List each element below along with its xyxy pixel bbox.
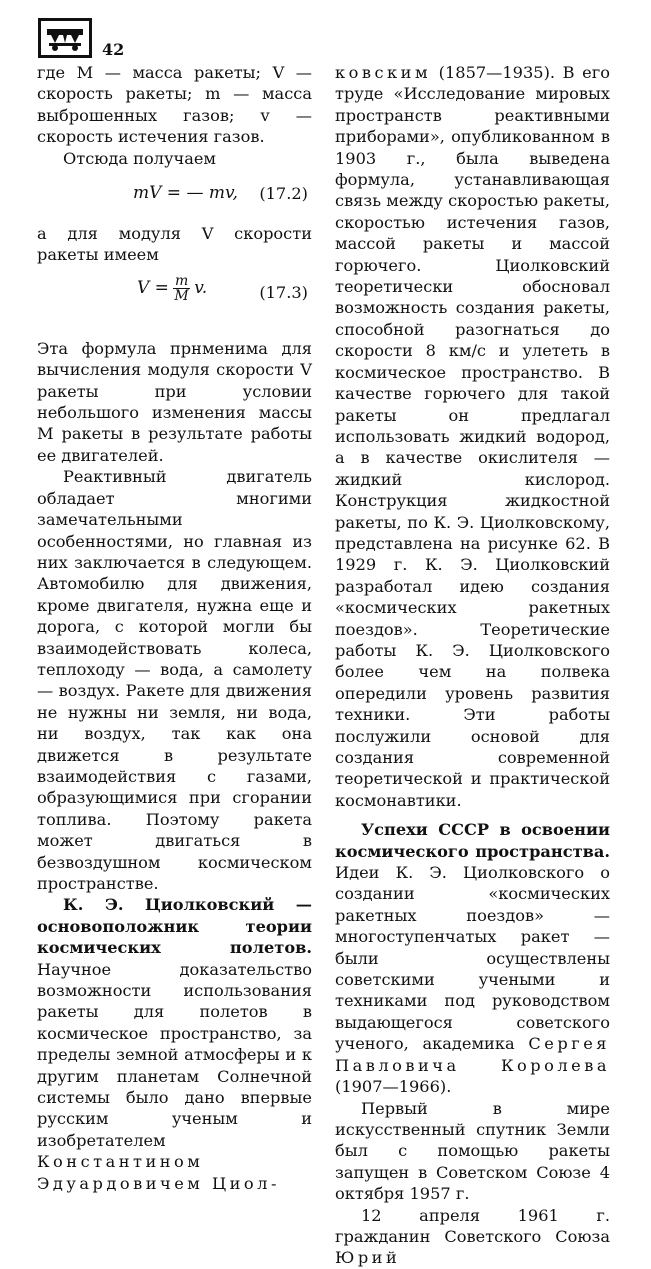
section-heading: К. Э. Циолковский — основоположник теории космических полетов. [37,895,312,958]
equation-17-2 [37,169,312,223]
left-column [37,62,312,1194]
paragraph-first-satellite: Первый в мире искусственный спутник Земли был с помощью ракеты запущен в Советском Союзе 4 октября 1957 г. [335,1098,610,1204]
paragraph-text: 12 апреля 1961 г. гражданин Советского Союза [335,1205,610,1246]
person-name: Сергея Павловича Королева [335,1034,610,1075]
equation-17-3 [37,266,312,330]
rocket-cart-icon [38,18,92,58]
fraction-numerator: m [174,272,189,289]
paragraph-ussr-success [335,819,610,1097]
person-name: ковским [335,63,432,82]
paragraph-jet-engine: Реактивный двигатель обладает многими замечательными особенностями, но главная из них заключается в следующем. Автомобилю для движения, кроме двигателя, нужна еще и дорога, с которой могли бы взаимодействовать колеса, теплоходу — вода, а самолету — воздух. Ракете для движения не нужны ни земля, ни вода, ни воздух, так как она движется в результате взаимодействия с газами, образующимися при сгорании топлива. Поэтому ракета может двигаться в безвоздушном космическом пространстве. [37,467,312,893]
paragraph-text: (1857—1935). В его труде «Исследование мировых пространств реактивными приборами», опубликованном в 1903 г., была выведена формула, устанавливающая связь между скоростью ракеты, скоростью истечения газов, массой ракеты и массой горючего. Циолковский теоретически обосновал возможность создания ракеты, способной разогнаться до скорости 8 км/с и улететь в космическое пространство. В качестве горючего для такой ракеты он предлагал использовать жидкий водород, а в качестве окислителя — жидкий кислород. Конструкция жидкостной ракеты, по К. Э. Циолковскому, представлена на рисунке 62. В 1929 г. К. Э. Циолковский разработал идею создания «космических ракетных поездов». Теоретические работы К. Э. Циолковского более чем на полвека опередили уровень развития техники. Эти работы послужили основой для создания современной теоретической и практической космонавтики. [335,63,610,810]
paragraph-formula-use: Эта формула прнменима для вычисления модуля скорости V ракеты при условии небольшого изменения массы M ракеты в результате работы ее двигателей. [37,338,312,465]
equation-lhs: V = [137,277,169,298]
paragraph-gagarin [335,1205,610,1269]
fraction [173,274,190,303]
section-heading: Успехи СССР в освоении космического пространства. [335,820,610,861]
equation-expression [137,274,207,303]
equation-rhs: v. [194,277,208,298]
paragraph-tsiolkovsky-continued [335,62,610,811]
paragraph-hence: Отсюда получаем [63,148,217,168]
fraction-denominator: M [174,287,189,304]
paragraph-modulus: а для модуля V скорости ракеты имеем [37,224,312,265]
equation-number: (17.2) [259,184,308,204]
paragraph-text: Научное доказательство возможности использования ракеты для полетов в космическое пространство, за пределы земной атмосферы и к другим планетам Солнечной системы было дано впервые русским ученым и изобретателем [37,959,312,1150]
paragraph-text: Идеи К. Э. Циолковского о создании «космических ракетных поездов» — многоступенчатых ракет — были осуществлены советскими учеными и техниками под руководством выдающегося советского ученого, академика [335,863,610,1054]
paragraph-tsiolkovsky [37,894,312,1194]
equation-number: (17.3) [259,282,308,302]
paragraph-variables: где M — масса ракеты; V — скорость ракеты; m — масса выброшенных газов; v — скорость истечения газов. [37,63,312,147]
equation-expression: mV = — mv, [133,183,238,204]
person-name: Константином Эдуардовичем Циол- [37,1152,280,1193]
paragraph-text: (1907—1966). [335,1077,452,1097]
person-name: Юрий [335,1248,401,1268]
right-column [335,62,610,1269]
page-number: 42 [102,40,125,59]
